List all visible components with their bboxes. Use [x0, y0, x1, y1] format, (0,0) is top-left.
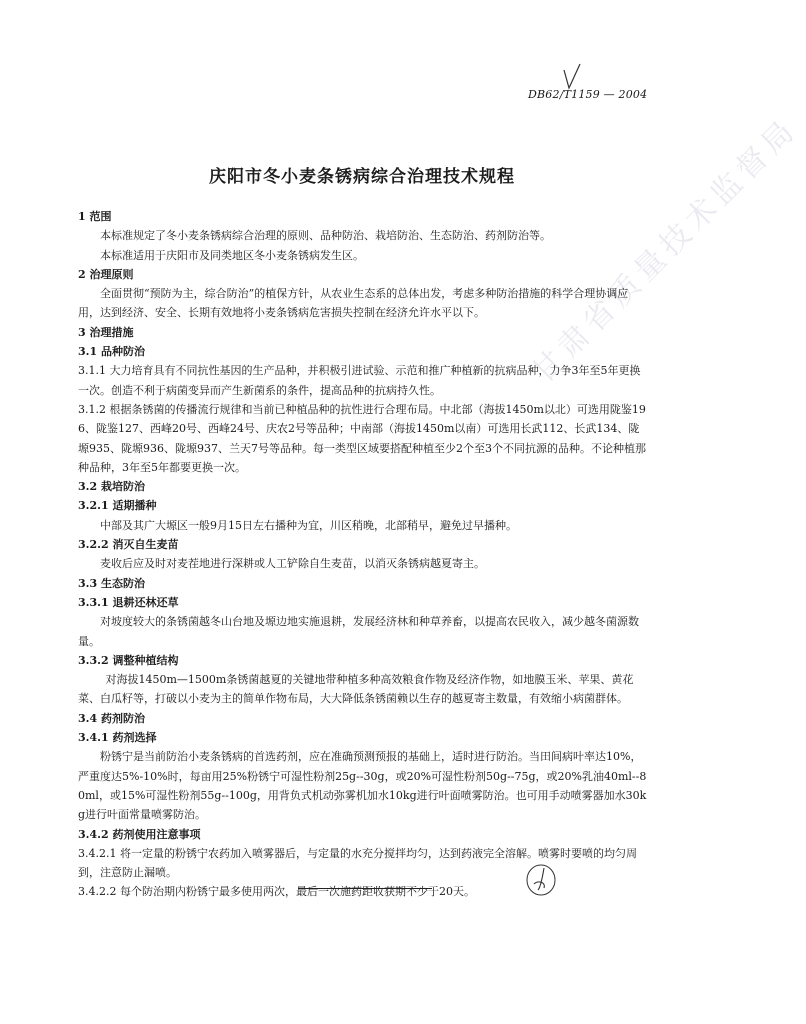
- paragraph: 3.4.2.2 每个防治期内粉锈宁最多使用两次，最后一次施药距收获期不少于20天。: [78, 885, 475, 899]
- document-title: 庆阳市冬小麦条锈病综合治理技术规程: [209, 167, 515, 187]
- end-divider-line: [298, 888, 432, 889]
- paragraph: 3.1.2 根据条锈菌的传播流行规律和当前已种植品种的抗性进行合理布局。中北部（海拔1450m以北）可选用陇鉴196、陇鉴127、西峰20号、西峰24号、庆农2号等品种；中南部（海拔1450m以南）可选用长武112、长武134、陇塬935、陇塬936、陇塬937、兰天7号等品种。每一类型区域要搭配种植至少2个至3个不同抗源的品种。不论种植那种品种，3年至5年都要更换一次。: [78, 402, 646, 474]
- paragraph: 本标准规定了冬小麦条锈病综合治理的原则、品种防治、栽培防治、生态防治、药剂防治等。: [100, 229, 551, 243]
- paragraph: 3.4.2.1 将一定量的粉锈宁农药加入喷雾器后，与定量的水充分搅拌均匀，达到药液完全溶解。喷雾时要喷的均匀周到，注意防止漏喷。: [78, 846, 637, 880]
- document-body: [78, 207, 648, 902]
- section-heading: 3.4.2 药剂使用注意事项: [78, 827, 201, 841]
- section-heading: 3.3.2 调整种植结构: [78, 653, 179, 667]
- section-heading: 3 治理措施: [78, 325, 134, 339]
- paragraph: 对海拔1450m—1500m条锈菌越夏的关键地带种植多种高效粮食作物及经济作物，如地膜玉米、苹果、黄花菜、白瓜籽等，打破以小麦为主的简单作物布局，大大降低条锈菌赖以生存的越夏寄主数量，有效缩小病菌群体。: [78, 673, 634, 706]
- section-heading: 3.2.2 消灭自生麦苗: [78, 538, 179, 552]
- handwritten-signature-icon: [524, 858, 558, 898]
- section-heading: 1 范围: [78, 210, 112, 223]
- paragraph: 中部及其广大塬区一般9月15日左右播种为宜，川区稍晚，北部稍早，避免过早播种。: [100, 518, 517, 532]
- checkmark-icon: [562, 62, 582, 90]
- paragraph: 3.1.1 大力培育具有不同抗性基因的生产品种，并积极引进试验、示范和推广种植新的抗病品种，力争3年至5年更换一次。创造不利于病菌变异而产生新菌系的条件，提高品种的抗病持久性。: [78, 364, 641, 397]
- section-heading: 3.3.1 退耕还林还草: [78, 595, 179, 609]
- section-heading: 3.3 生态防治: [78, 576, 145, 590]
- section-heading: 3.2 栽培防治: [78, 480, 145, 494]
- section-heading: 2 治理原则: [78, 267, 134, 281]
- section-heading: 3.4.1 药剂选择: [78, 731, 157, 745]
- paragraph: 对坡度较大的条锈菌越冬山台地及塬边地实施退耕，发展经济林和种草养畜，以提高农民收入，减少越冬菌源数量。: [78, 615, 639, 648]
- paragraph: 全面贯彻“预防为主，综合防治”的植保方针，从农业生态系的总体出发，考虑多种防治措施的科学合理协调应用，达到经济、安全、长期有效地将小麦条锈病危害损失控制在经济允许水平以下。: [78, 287, 629, 320]
- section-heading: 3.4 药剂防治: [78, 711, 145, 725]
- watermark: 甘肃省质量技术监督局: [525, 111, 805, 391]
- paragraph: 本标准适用于庆阳市及同类地区冬小麦条锈病发生区。: [100, 248, 364, 262]
- section-heading: 3.1 品种防治: [78, 345, 145, 359]
- paragraph: 麦收后应及时对麦茬地进行深耕或人工铲除自生麦苗，以消灭条锈病越夏寄主。: [100, 557, 485, 571]
- section-heading: 3.2.1 适期播种: [78, 499, 157, 513]
- standard-code: DB62/T1159 — 2004: [528, 88, 648, 101]
- paragraph: 粉锈宁是当前防治小麦条锈病的首选药剂，应在准确预测预报的基础上，适时进行防治。当田间病叶率达10%，严重度达5%-10%时，每亩用25%粉锈宁可湿性粉剂25g--30g，或20%可湿性粉剂50g--75g，或20%乳油40ml--80ml，或15%可湿性粉剂55g--100g，用背负式机动弥雾机加水10kg进行叶面喷雾防治。也可用手动喷雾器加水30kg进行叶面常量喷雾防治。: [78, 750, 647, 822]
